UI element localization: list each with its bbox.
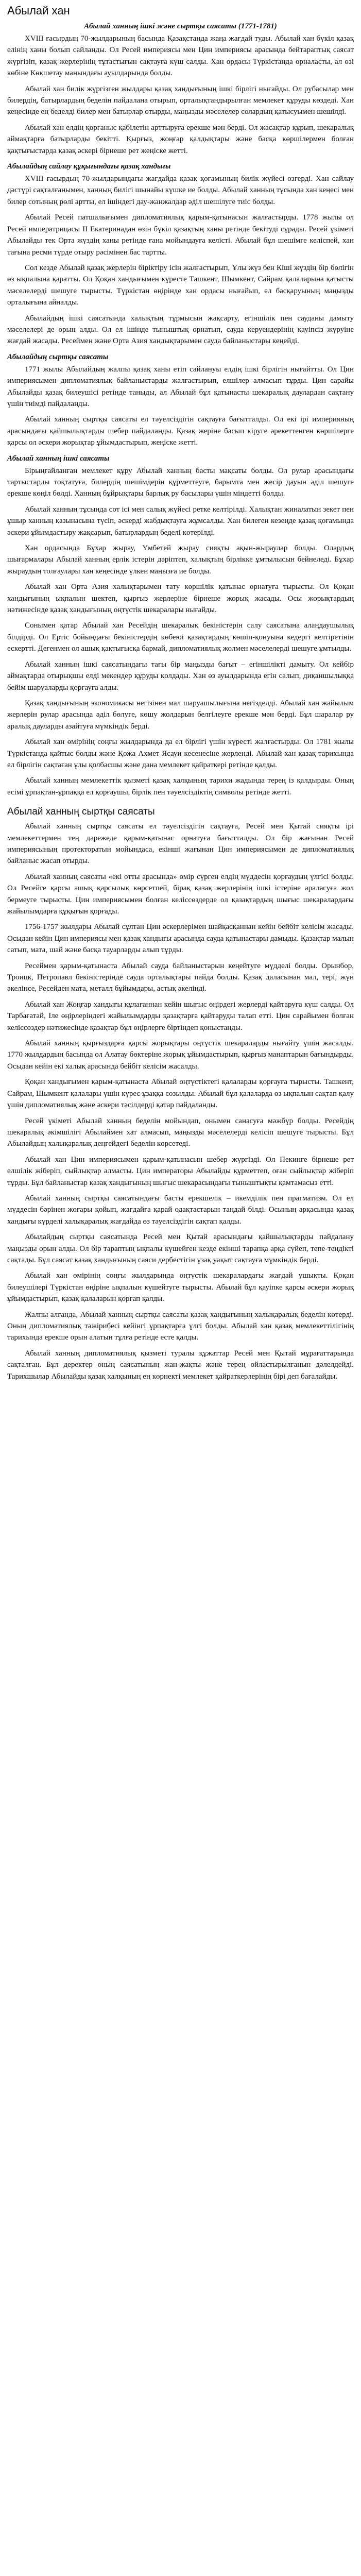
paragraph: Абылай ханның ішкі саясатындағы тағы бір маңызды бағыт – егіншілікті дамыту. Ол кейбір аймақтарда отырықшы елді мекендер құруды қолдады. Хан өз ауылдарында егін салып, диқаншылыққа бейім шаруаларды қорғауға алды. [7,660,354,692]
paragraph: Абылай хан Орта Азия халықтарымен тату көршілік қатынас орнатуға тырысты. Ол Қоқан хандығының ықпалын шектеп, қырғыз жерлеріне бірнеше жорық жасады. Осы жорықтардың нәтижесінде қазақ хандығының оңтүстік шекаралары нығайды. [7,583,354,615]
paragraph: Абылай ханның сыртқы саясаты ел тәуелсіздігін сақтауға, Ресей мен Қытай сияқты ірі мемлекеттермен тең дәрежеде қарым-қатынас орнатуға бағытталды. Ол бір жағынан Ресей империясының протекторатын мойындаса, екінші жағынан Цин империясымен де дипломатиялық байланыс жасап отырды. [7,822,354,866]
section-heading: Абылайдың сайлау құқығындағы қазақ хандығы [7,162,171,171]
article-body [7,21,354,1382]
paragraph: Абылай ханның сыртқы саясаты ел тәуелсіздігін сақтауға бағытталды. Ол екі ірі империяның арасындағы қайшылықтарды шебер пайдаланды. Қазақ жеріне басып кіруге әрекеттенген көршілерге қарсы ол әскери жорықтар ұйымдастырып, жеңіске жетті. [7,415,354,447]
paragraph: Жалпы алғанда, Абылай ханның сыртқы саясаты қазақ хандығының халықаралық беделін көтерді. Оның дипломатиялық тәжірибесі кейінгі ұрпақтарға үлгі болды. Абылай хан қазақ мемлекеттілігінің тарихында ерекше орын алатын тұлға ретінде есте қалды. [7,1310,354,1342]
paragraph: Абылай ханның сыртқы саясатындағы басты ерекшелік – икемділік пен прагматизм. Ол ел мүддесін бәрінен жоғары қойып, жағдайға қарай одақтастарын таңдай білді. Осының арқасында қазақ хандығы күрделі халықаралық жағдайда өз тәуелсіздігін сақтап қалды. [7,1194,354,1226]
paragraph: Абылайдың ішкі саясатында халықтың тұрмысын жақсарту, егіншілік пен сауданы дамыту мәселелері де орын алды. Ол ел ішінде тыныштық орнатып, сауда керуендерінің қауіпсіз жүруіне жағдай жасады. Ресеймен және Орта Азия хандықтарымен сауда байланыстары кеңейді. [7,314,354,346]
paragraph: Абылай ханның мемлекеттік қызметі қазақ халқының тарихи жадында терең із қалдырды. Оның есімі ұрпақтан-ұрпаққа ел қорғаушы, бірлік пен тәуелсіздіктің символы ретінде жетті. [7,776,354,796]
paragraph: Ресей үкіметі Абылай ханның беделін мойындап, онымен санасуға мәжбүр болды. Ресейдің шекаралық әкімшілігі Абылаймен хат алмасып, маңызды мәселелерді келісіп шешуге тырысты. Бұл Абылайдың халықаралық деңгейдегі беделін көрсетеді. [7,1116,354,1148]
paragraph: Ресеймен қарым-қатынаста Абылай сауда байланыстарын кеңейтуге мүдделі болды. Орынбор, Троицк, Петропавл бекіністерінде сауда орталықтары пайда болды. Қазақ даласынан мал, тері, жүн әкелінсе, Ресейден мата, металл бұйымдары, астық әкелінді. [7,961,354,993]
paragraph: 1771 жылы Абылайдың жалпы қазақ ханы етіп сайлануы елдің ішкі бірлігін нығайтты. Ол Цин империясымен дипломатиялық байланыстарды жалғастырып, елшілер алмасып тұрды. Цин сарайы Абылайды қазақ билеушісі ретінде таныды, ал Абылай бұл қатынасты шекаралық даулардан сақтану үшін тиімді пайдаланды. [7,365,354,408]
paragraph: Қоқан хандығымен қарым-қатынаста Абылай оңтүстіктегі қалаларды қорғауға тырысты. Ташкент, Сайрам, Шымкент қалалары үшін күрес ұзаққа созылды. Абылай бұл қалаларда өз ықпалын сақтап қалу үшін дипломатиялық және әскери тәсілдерді қатар пайдаланды. [7,1078,354,1110]
section [7,805,354,1382]
paragraph: Абылай хан өмірінің соңғы жылдарында оңтүстік шекаралардағы жағдай ушықты. Қоқан билеушілері Түркістан өңіріне ықпалын күшейтуге тырысты. Абылай бұл қауіпке қарсы әскери жорық ұйымдастырып, қазақ қалаларын қорғап қалды. [7,1272,354,1303]
paragraph: Бірыңғайланған мемлекет құру Абылай ханның басты мақсаты болды. Ол рулар арасындағы тартыстарды тоқтатуға, билердің шешімдерін құрметтеуге, барымта мен жесір дауын әділ шешуге ерекше көңіл бөлді. Ханның бұйрықтары барлық ру басылары үшін міндетті болды. [7,466,354,498]
paragraph: XVIII ғасырдың 70-жылдарындағы жағдайда қазақ қоғамының билік жүйесі өзгерді. Хан сайлау дәстүрі сақталғанымен, ханның билігі шынайы күшке ие болды. Абылай ханның тұсында хан кеңесі мен билер сотының рөлі артты, ел ішіндегі дау-жанжалдар әділ шешілуге тиіс болды. [7,175,354,206]
paragraph: Абылай хан билік жүргізген жылдары қазақ хандығының ішкі бірлігі нығайды. Ол рубасылар мен билердің, батырлардың беделін пайдалана отырып, орталықтандырылған мемлекет құруды көздеді. Хан кеңесінде ең беделді билер мен батырлар отырды, маңызды мәселелер солардың қатысуымен шешілді. [7,84,354,116]
paragraph: Абылай ханның саясаты «екі отты арасында» өмір сүрген елдің мүддесін қорғаудың үлгісі болды. Ол Ресейге қарсы ашық қарсылық көрсетпей, бірақ қазақ жерлерінің ішкі істеріне араласуға жол бермеуге тырысты. Цин империясымен болған келіссөздерде ол қазақтардың шығыс шекаралардағы жайылымдарға құқығын қорғады. [7,872,354,916]
paragraph: Абылай ханның қырғыздарға қарсы жорықтары оңтүстік шекараларды нығайту үшін жасалды. 1770 жылдардың басында ол Алатау бөктеріне жорық ұйымдастырып, қырғыз манаптарын бағындырды. Осыдан кейін екі халық арасында бейбіт келісім жасалды. [7,1039,354,1071]
section [7,161,354,347]
paragraph: Сонымен қатар Абылай хан Ресейдің шекаралық бекіністерін салу саясатына алаңдаушылық білдірді. Ол Ертіс бойындағы бекіністердің көбеюі қазақтардың көшіп-қонуына кедергі келтіретінін ескертті. Дегенмен ол ашық қақтығысқа бармай, дипломатиялық жолмен мәселелерді шешуге ұмтылды. [7,621,354,653]
paragraph: Абылай ханның дипломатиялық қызметі туралы құжаттар Ресей мен Қытай мұрағаттарында сақталған. Бұл деректер оның саясатының жан-жақты және терең ойластырылғанын дәлелдейді. Тарихшылар Абылайды қазақ халқының ең көрнекті мемлекет қайраткерлерінің бірі деп бағалайды. [7,1349,354,1381]
section-heading: Абылай ханның ішкі саясаты [7,454,110,463]
section [7,453,354,799]
paragraph: Қазақ хандығының экономикасы негізінен мал шаруашылығына негізделді. Абылай хан жайылым жерлерін рулар арасында әділ бөлуге, көшу жолдарын белгілеуге ерекше мән берді. Бұл шаралар ру аралық дауларды азайтуға мүмкіндік берді. [7,699,354,731]
section-heading: Абылайдың сыртқы саясаты [7,352,109,361]
paragraph: Сол кезде Абылай қазақ жерлерін біріктіру ісін жалғастырып, Ұлы жүз бен Кіші жүздің бір бөлігін өз ықпалына қаратты. Ол Қоқан хандығымен күресте Ташкент, Шымкент, Сайрам қалаларына қатысты мәселелерді шешуге тырысты. Түркістан өңірінде хан ордасы нығайып, ел басқаруының маңызды орталығына айналды. [7,263,354,307]
paragraph: Абылай Ресей патшалығымен дипломатиялық қарым-қатынасын жалғастырды. 1778 жылы ол Ресей императрицасы II Екатеринадан өзін бүкіл қазақтың ханы ретінде бекітуді сұрады. Ресей үкіметі Абылайды тек Орта жүздің ханы ретінде ғана мойындауға келісті. Абылай бұл шешімге келіспей, хан тағына ресми түрде отыру рәсімінен бас тартты. [7,213,354,257]
paragraph: 1756-1757 жылдары Абылай сұлтан Цин әскерлерімен шайқасқаннан кейін бейбіт келісім жасады. Осыдан кейін Цин империясы мен қазақ хандығы арасында сауда қатынастары дамыды. Қазақтар малын сатып, мата, шай және басқа тауарларды алып тұрды. [7,923,354,955]
paragraph: Абылай хан өмірінің соңғы жылдарында да ел бірлігі үшін күресті жалғастырды. Ол 1781 жылы Түркістанда қайтыс болды және Қожа Ахмет Ясауи кесенесіне жерленді. Абылай хан қазақ тарихында ел бірлігін сақтаған ұлы қолбасшы және дана мемлекет қайраткері ретінде қалды. [7,738,354,769]
paragraph: XVIII ғасырдың 70-жылдарының басында Қазақстанда жаңа жағдай туды. Абылай хан бүкіл қазақ елінің ханы болып сайланды. Ол Ресей империясы мен Цин империясы арасында бейтараптық саясат жүргізіп, қазақ жерлерінің тұтастығын сақтауға күш салды. Хан ордасы Түркістанда орналасты, ал өзі көбіне Көкшетау маңындағы ауылдарында болды. [7,35,354,78]
paragraph: Абылай хан Цин империясымен қарым-қатынасын шебер жүргізді. Ол Пекинге бірнеше рет елшілік жіберіп, сыйлықтар алмасты. Цин императоры Абылайды құрметтеп, оған сыйлықтар жіберіп тұрды. Бұл байланыстар қазақ хандығының шығыс шекарасындағы тыныштықты қамтамасыз етті. [7,1155,354,1187]
section-heading: Абылай ханның сыртқы саясаты [7,806,155,818]
section [7,21,354,157]
paragraph: Абылай хан елдің қорғаныс қабілетін арттыруға ерекше мән берді. Ол жасақтар құрып, шекаралық аймақтарға батырларды бекітті. Қырғыз, жоңғар қалдықтары және басқа көршілермен болған қақтығыстарда қазақ әскері бірнеше рет жеңіске жетті. [7,123,354,155]
section-heading: Абылай ханның ішкі және сыртқы саясаты (1771-1781) [84,22,277,30]
paragraph: Хан ордасында Бұхар жырау, Үмбетей жырау сияқты ақын-жыраулар болды. Олардың шығармалары Абылай ханның ерлік істерін дәріптеп, халықтың бірлікке ұмтылысын бейнеледі. Бұхар жыраудың толғаулары хан кеңесінде үлкен маңызға ие болды. [7,544,354,575]
page-title: Абылай хан [7,4,70,17]
paragraph: Абылайдың сыртқы саясатында Ресей мен Қытай арасындағы қайшылықтарды пайдалану маңызды орын алды. Ол бір тараптың ықпалы күшейген кезде екінші тарапқа арқа сүйеп, тепе-теңдікті сақтады. Бұл саясат қазақ хандығының саяси дербестігін ұзақ уақыт сақтауға мүмкіндік берді. [7,1233,354,1264]
paragraph: Абылай хан Жоңғар хандығы құлағаннан кейін шығыс өңірдегі жерлерді қайтаруға күш салды. Ол Тарбағатай, Іле өңірлеріндегі жайылымдарды қазақтарға қайтаруды талап етті. Цин сарайымен болған келіссөздер нәтижесінде қазақтар бұл өңірлерге біртіндеп қоныстанды. [7,1000,354,1032]
section [7,351,354,449]
paragraph: Абылай ханның тұсында сот ісі мен салық жүйесі ретке келтірілді. Халықтан жиналатын зекет пен ұшыр ханның қазынасына түсіп, әскерді жабдықтауға жұмсалды. Хан билеген кезеңде қазақ қоғамында әскери ұйымдастыру жақсарып, батырлардың беделі көтерілді. [7,505,354,537]
